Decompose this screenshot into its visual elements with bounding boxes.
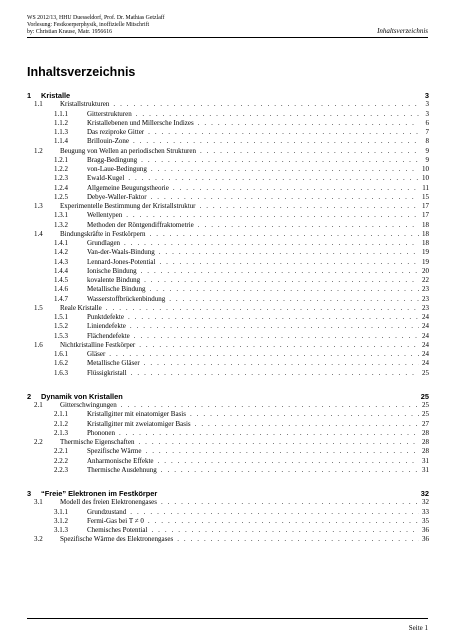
entry-page: 10 xyxy=(422,165,429,173)
toc-section-entry[interactable] xyxy=(27,100,429,109)
entry-title: Gitterschwingungen xyxy=(60,401,117,409)
entry-page: 23 xyxy=(422,294,429,303)
entry-page: 28 xyxy=(422,438,429,446)
dot-leader xyxy=(113,100,419,109)
toc-section-entry[interactable] xyxy=(27,341,429,350)
entry-number: 1.6.2 xyxy=(54,359,68,368)
entry-title: Spezifische Wärme des Elektronengases xyxy=(60,535,174,544)
entry-page: 25 xyxy=(422,410,429,419)
dot-leader xyxy=(144,276,419,285)
entry-page: 32 xyxy=(422,498,429,507)
entry-number: 1.6.3 xyxy=(54,368,68,377)
entry-title: Das reziproke Gitter xyxy=(87,128,145,136)
chapter-title: Kristalle xyxy=(41,91,71,100)
entry-page: 27 xyxy=(422,419,429,428)
entry-page: 24 xyxy=(422,350,429,358)
entry-title: Nichtkristalline Festkörper xyxy=(60,340,136,349)
toc-subsection-entry[interactable] xyxy=(27,420,429,429)
dot-leader xyxy=(161,498,419,507)
entry-number: 3.1 xyxy=(34,498,43,507)
toc-subsection-entry[interactable] xyxy=(27,239,429,248)
entry-number: 3.2 xyxy=(34,535,43,544)
entry-title: Brillouin-Zone xyxy=(87,137,129,146)
entry-page: 18 xyxy=(422,220,429,229)
toc-subsection-entry[interactable] xyxy=(27,350,429,359)
entry-number: 2.1.3 xyxy=(54,428,68,437)
entry-number: 1.4.2 xyxy=(54,248,68,257)
entry-page: 17 xyxy=(422,202,429,210)
entry-page: 31 xyxy=(422,456,429,465)
page-number: Seite 1 xyxy=(408,624,428,632)
entry-number: 1.4.3 xyxy=(54,257,68,266)
toc-section-entry[interactable] xyxy=(27,304,429,313)
entry-number: 2.2.3 xyxy=(54,465,68,474)
entry-page: 36 xyxy=(422,535,429,544)
entry-number: 2.2 xyxy=(34,438,43,446)
entry-page: 22 xyxy=(422,276,429,284)
dot-leader xyxy=(106,304,419,313)
dot-leader xyxy=(134,332,419,341)
chapter-number: 1 xyxy=(27,91,32,100)
entry-page: 9 xyxy=(425,146,429,155)
entry-title: kovalente Bindung xyxy=(87,276,141,284)
entry-number: 2.2.2 xyxy=(54,456,68,465)
dot-leader xyxy=(109,350,419,359)
dot-leader xyxy=(146,447,420,456)
entry-number: 1.4.6 xyxy=(54,285,68,294)
entry-title: Gläser xyxy=(87,350,106,358)
entry-number: 1.1.2 xyxy=(54,118,68,127)
dot-leader xyxy=(200,202,420,211)
toc-chapter-entry[interactable] xyxy=(27,489,429,498)
entry-number: 1.3.1 xyxy=(54,211,68,220)
dot-leader xyxy=(173,184,419,193)
entry-number: 1.3 xyxy=(34,202,43,210)
dot-leader xyxy=(169,295,419,304)
entry-title: Anharmonische Effekte xyxy=(87,456,154,465)
toc-subsection-entry[interactable] xyxy=(27,258,429,267)
chapter-number: 2 xyxy=(27,391,32,401)
entry-title: Bragg-Bedingung xyxy=(87,155,138,164)
entry-page: 19 xyxy=(422,257,429,266)
entry-title: Debye-Waller-Faktor xyxy=(87,192,147,201)
entry-page: 36 xyxy=(422,526,429,534)
entry-title: Gitterstrukturen xyxy=(87,109,132,118)
dot-leader xyxy=(148,517,419,526)
entry-number: 1.2.4 xyxy=(54,183,68,192)
entry-number: 1.1.4 xyxy=(54,137,68,146)
header-line-3: by: Christian Krause, Matr. 1956616 xyxy=(27,28,113,35)
entry-number: 1.4.5 xyxy=(54,276,68,284)
dot-leader xyxy=(151,193,419,202)
toc-subsection-entry[interactable] xyxy=(27,211,429,220)
dot-leader xyxy=(138,438,419,447)
entry-number: 1.5 xyxy=(34,303,43,312)
entry-number: 3.1.2 xyxy=(54,516,68,525)
entry-page: 19 xyxy=(422,248,429,257)
toc-subsection-entry[interactable] xyxy=(27,174,429,183)
dot-leader xyxy=(151,165,419,174)
dot-leader xyxy=(150,230,419,239)
toc-section-entry[interactable] xyxy=(27,230,429,239)
chapter-page: 25 xyxy=(420,391,429,401)
entry-title: Ewald-Kugel xyxy=(87,174,125,183)
dot-leader xyxy=(126,211,419,220)
toc-subsection-entry[interactable] xyxy=(27,457,429,466)
table-of-contents xyxy=(27,91,429,545)
toc-subsection-entry[interactable] xyxy=(27,110,429,119)
toc-subsection-entry[interactable] xyxy=(27,276,429,285)
entry-page: 18 xyxy=(422,229,429,238)
entry-number: 1.4 xyxy=(34,229,43,238)
entry-page: 7 xyxy=(425,128,429,136)
dot-leader xyxy=(121,401,419,410)
entry-page: 24 xyxy=(422,359,429,368)
chapter-page: 3 xyxy=(424,91,429,100)
entry-page: 6 xyxy=(425,118,429,127)
toc-subsection-entry[interactable] xyxy=(27,429,429,438)
dot-leader xyxy=(158,457,419,466)
entry-page: 24 xyxy=(422,331,429,340)
toc-section-entry[interactable] xyxy=(27,498,429,507)
dot-leader xyxy=(139,341,419,350)
toc-subsection-entry[interactable] xyxy=(27,508,429,517)
entry-title: Ionische Bindung xyxy=(87,266,137,275)
toc-subsection-entry[interactable] xyxy=(27,221,429,230)
dot-leader xyxy=(159,258,419,267)
page-title: Inhaltsverzeichnis xyxy=(27,65,136,79)
entry-title: Liniendefekte xyxy=(87,322,126,331)
entry-title: Experimentelle Bestimmung der Kristallstruktur xyxy=(60,202,196,210)
toc-subsection-entry[interactable] xyxy=(27,526,429,535)
chapter-title: “Freie” Elektronen im Festkörper xyxy=(41,489,158,498)
toc-section-entry[interactable] xyxy=(27,535,429,544)
toc-subsection-entry[interactable] xyxy=(27,295,429,304)
entry-page: 23 xyxy=(422,285,429,294)
entry-title: Lennard-Jones-Potential xyxy=(87,257,156,266)
entry-page: 33 xyxy=(422,507,429,516)
entry-page: 18 xyxy=(422,239,429,247)
entry-number: 2.1 xyxy=(34,401,43,409)
entry-number: 1.1 xyxy=(34,100,43,109)
toc-subsection-entry[interactable] xyxy=(27,119,429,128)
entry-title: Kristallgitter mit zweiatomiger Basis xyxy=(87,419,191,428)
dot-leader xyxy=(128,174,419,183)
entry-number: 1.2.1 xyxy=(54,155,68,164)
entry-page: 3 xyxy=(425,100,429,109)
toc-section-entry[interactable] xyxy=(27,202,429,211)
entry-title: Wellentypen xyxy=(87,211,123,220)
entry-page: 35 xyxy=(422,516,429,525)
entry-number: 1.6 xyxy=(34,340,43,349)
chapter-number: 3 xyxy=(27,489,32,498)
entry-number: 2.1.2 xyxy=(54,419,68,428)
entry-number: 1.4.4 xyxy=(54,266,68,275)
entry-page: 11 xyxy=(422,183,429,192)
entry-title: Kristallebenen und Millersche Indizes xyxy=(87,118,194,127)
dot-leader xyxy=(136,110,419,119)
dot-leader xyxy=(119,429,419,438)
entry-number: 1.4.1 xyxy=(54,239,68,247)
entry-title: Beugung von Wellen an periodischen Strukturen xyxy=(60,146,196,155)
dot-leader xyxy=(190,410,419,419)
entry-title: Thermische Ausdehnung xyxy=(87,465,157,474)
entry-title: Wasserstoffbrückenbindung xyxy=(87,294,166,303)
entry-number: 1.1.3 xyxy=(54,128,68,136)
page-header xyxy=(27,15,428,38)
toc-subsection-entry[interactable] xyxy=(27,322,429,331)
entry-page: 28 xyxy=(422,447,429,456)
dot-leader xyxy=(133,137,419,146)
entry-number: 2.1.1 xyxy=(54,410,68,419)
toc-subsection-entry[interactable] xyxy=(27,313,429,322)
entry-page: 28 xyxy=(422,428,429,437)
entry-page: 24 xyxy=(422,313,429,321)
entry-title: Kristallstrukturen xyxy=(60,100,110,109)
entry-number: 1.2.3 xyxy=(54,174,68,183)
entry-title: Phononen xyxy=(87,428,115,437)
entry-number: 3.1.3 xyxy=(54,526,68,534)
entry-title: Flüssigkristall xyxy=(87,368,127,377)
toc-subsection-entry[interactable] xyxy=(27,267,429,276)
toc-section-entry[interactable] xyxy=(27,401,429,410)
entry-number: 1.2.5 xyxy=(54,192,68,201)
entry-page: 3 xyxy=(425,109,429,118)
entry-page: 25 xyxy=(422,368,429,377)
entry-page: 10 xyxy=(422,174,429,183)
header-line-2: Vorlesung: Festkoerperphysik, inoffizielle Mitschrift xyxy=(27,21,150,28)
entry-title: von-Laue-Bedingung xyxy=(87,165,147,173)
dot-leader xyxy=(130,508,419,517)
dot-leader xyxy=(159,248,419,257)
entry-page: 25 xyxy=(422,401,429,409)
entry-page: 24 xyxy=(422,340,429,349)
entry-title: Thermische Eigenschaften xyxy=(60,438,135,446)
entry-page: 24 xyxy=(422,322,429,331)
entry-title: Methoden der Röntgendiffraktometrie xyxy=(87,220,194,229)
toc-subsection-entry[interactable] xyxy=(27,332,429,341)
toc-subsection-entry[interactable] xyxy=(27,137,429,146)
dot-leader xyxy=(195,420,419,429)
entry-number: 1.1.1 xyxy=(54,109,68,118)
entry-title: Fermi-Gas bei T ≠ 0 xyxy=(87,516,144,525)
dot-leader xyxy=(131,369,419,378)
entry-number: 1.6.1 xyxy=(54,350,68,358)
dot-leader xyxy=(161,466,419,475)
entry-title: Spezifische Wärme xyxy=(87,447,142,456)
entry-title: Van-der-Waals-Bindung xyxy=(87,248,155,257)
dot-leader xyxy=(150,285,419,294)
toc-subsection-entry[interactable] xyxy=(27,285,429,294)
entry-title: Punktdefekte xyxy=(87,313,124,321)
toc-subsection-entry[interactable] xyxy=(27,248,429,257)
entry-number: 1.5.1 xyxy=(54,313,68,321)
entry-number: 1.3.2 xyxy=(54,220,68,229)
header-line-1: WS 2012/13, HHU Duesseldorf, Prof. Dr. Mathias Getzlaff xyxy=(27,15,165,21)
entry-page: 8 xyxy=(425,137,429,146)
dot-leader xyxy=(128,313,419,322)
entry-title: Reale Kristalle xyxy=(60,303,102,312)
toc-chapter-entry[interactable] xyxy=(27,91,429,100)
dot-leader xyxy=(200,147,419,156)
toc-subsection-entry[interactable] xyxy=(27,156,429,165)
chapter-page: 32 xyxy=(420,489,429,498)
toc-subsection-entry[interactable] xyxy=(27,359,429,368)
toc-chapter-entry[interactable] xyxy=(27,392,429,401)
dot-leader xyxy=(124,239,419,248)
entry-title: Bindungskräfte in Festkörpern xyxy=(60,229,146,238)
toc-subsection-entry[interactable] xyxy=(27,165,429,174)
toc-subsection-entry[interactable] xyxy=(27,369,429,378)
toc-subsection-entry[interactable] xyxy=(27,517,429,526)
entry-title: Modell des freien Elektronengases xyxy=(60,498,157,507)
entry-number: 1.5.3 xyxy=(54,331,68,340)
entry-number: 3.1.1 xyxy=(54,507,68,516)
entry-title: Grundzustand xyxy=(87,507,127,516)
toc-subsection-entry[interactable] xyxy=(27,466,429,475)
page-footer xyxy=(27,618,428,632)
entry-title: Flächendefekte xyxy=(87,331,130,340)
dot-leader xyxy=(198,119,419,128)
dot-leader xyxy=(141,267,419,276)
toc-section-entry[interactable] xyxy=(27,438,429,447)
toc-subsection-entry[interactable] xyxy=(27,447,429,456)
toc-subsection-entry[interactable] xyxy=(27,193,429,202)
header-section-title: Inhaltsverzeichnis xyxy=(377,26,428,35)
toc-subsection-entry[interactable] xyxy=(27,410,429,419)
dot-leader xyxy=(148,128,419,137)
entry-page: 15 xyxy=(422,192,429,201)
entry-number: 2.2.1 xyxy=(54,447,68,456)
dot-leader xyxy=(141,156,419,165)
entry-page: 17 xyxy=(422,211,429,220)
entry-number: 1.5.2 xyxy=(54,322,68,331)
toc-subsection-entry[interactable] xyxy=(27,128,429,137)
dot-leader xyxy=(130,322,419,331)
chapter-spacer xyxy=(27,475,429,489)
dot-leader xyxy=(144,359,419,368)
entry-number: 1.2.2 xyxy=(54,165,68,173)
entry-title: Kristallgitter mit einatomiger Basis xyxy=(87,410,186,419)
entry-title: Grundlagen xyxy=(87,239,121,247)
entry-title: Metallische Bindung xyxy=(87,285,146,294)
toc-section-entry[interactable] xyxy=(27,147,429,156)
entry-page: 9 xyxy=(425,155,429,164)
toc-subsection-entry[interactable] xyxy=(27,184,429,193)
entry-page: 20 xyxy=(422,266,429,275)
chapter-title: Dynamik von Kristallen xyxy=(41,391,123,401)
dot-leader xyxy=(151,526,419,535)
entry-title: Allgemeine Beugungstheorie xyxy=(87,183,169,192)
entry-title: Metallische Gläser xyxy=(87,359,140,368)
dot-leader xyxy=(198,221,419,230)
entry-page: 31 xyxy=(422,465,429,474)
entry-number: 1.4.7 xyxy=(54,294,68,303)
entry-number: 1.2 xyxy=(34,146,43,155)
dot-leader xyxy=(177,535,419,544)
entry-page: 23 xyxy=(422,303,429,312)
chapter-spacer xyxy=(27,378,429,392)
entry-title: Chemisches Potential xyxy=(87,526,148,534)
